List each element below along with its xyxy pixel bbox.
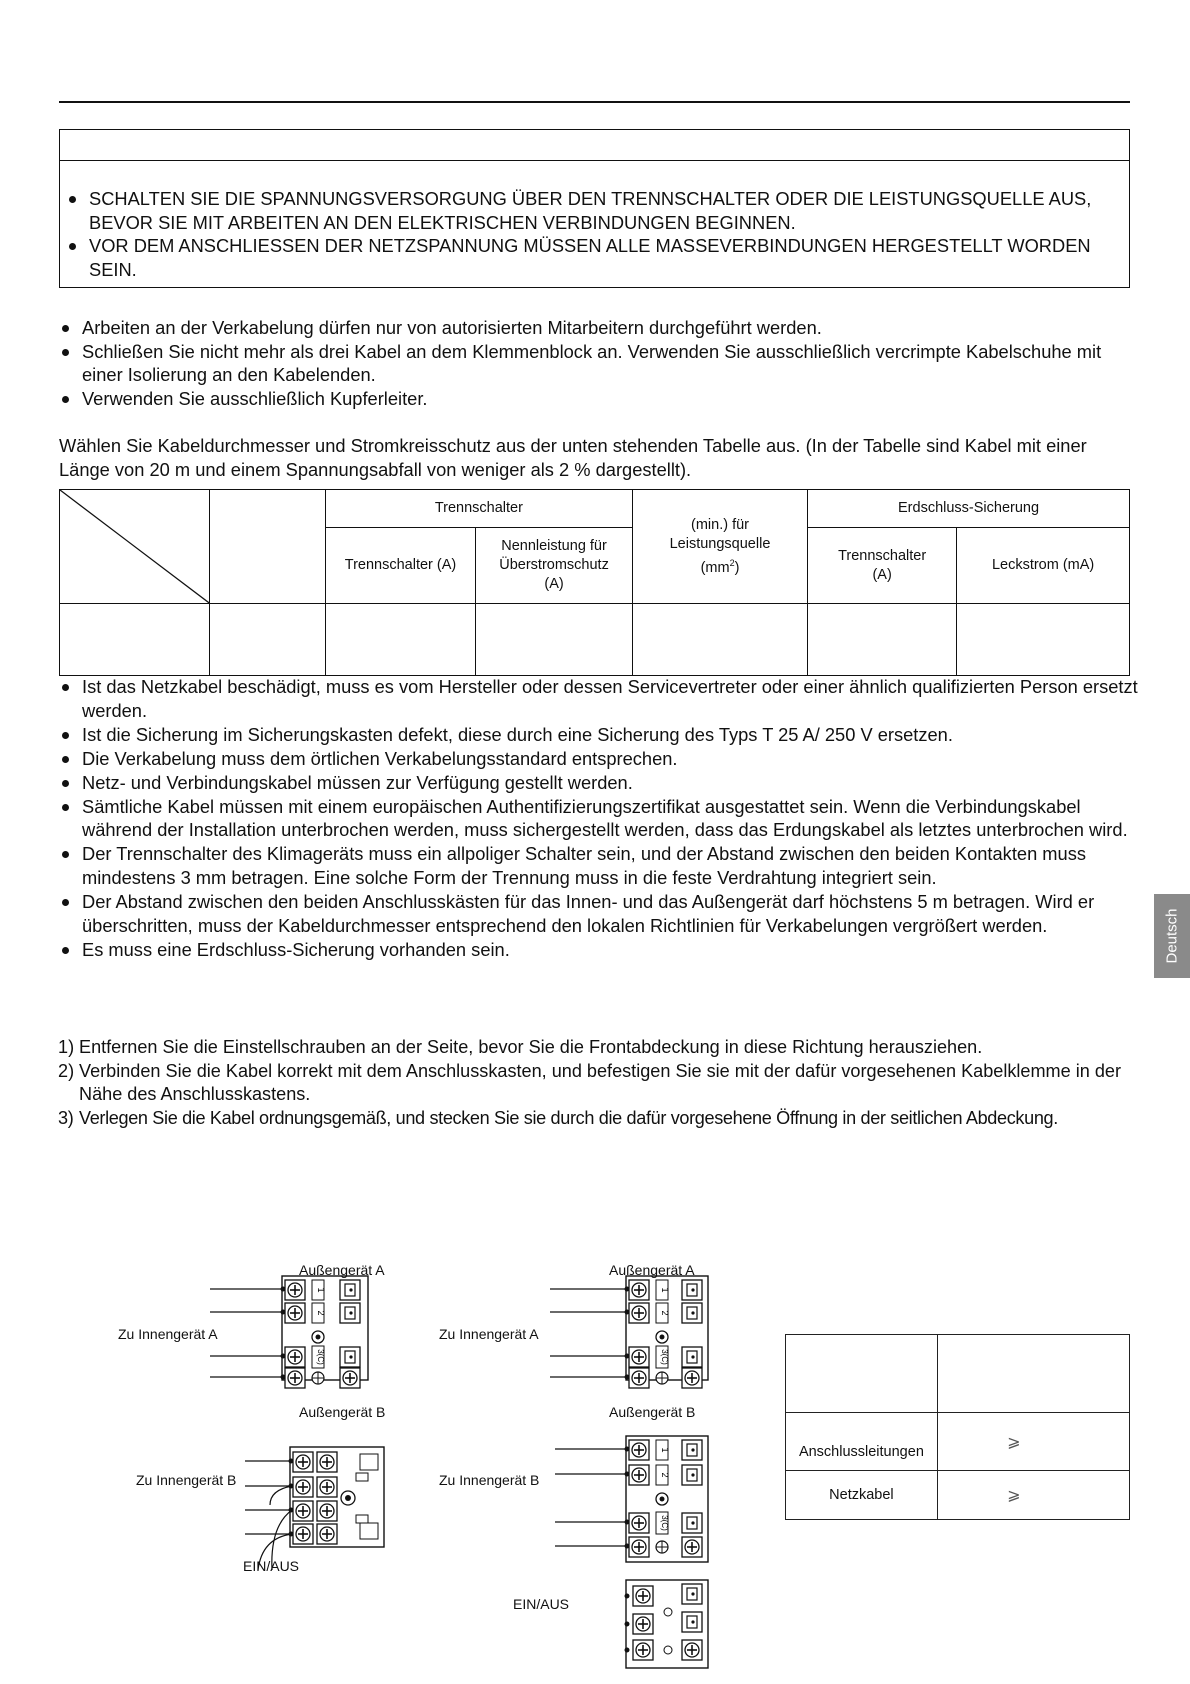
table-cell	[937, 1335, 1129, 1413]
list-item: Der Trennschalter des Klimageräts muss ein allpoliger Schalter sein, und der Abstand zwischen den beiden Kontakten muss mindestens 3 mm betragen. Eine solche Form der Trennung muss in die feste Verdrahtung integriert sein.	[59, 842, 1139, 890]
list-item: Es muss eine Erdschluss-Sicherung vorhanden sein.	[59, 938, 1139, 962]
warning-box	[59, 129, 1130, 288]
header-trennschalter: Trennschalter	[325, 490, 632, 528]
header-rule	[59, 101, 1130, 103]
warning-item: SCHALTEN SIE DIE SPANNUNGSVERSORGUNG ÜBER DEN TRENNSCHALTER ODER DIE LEISTUNGSQUELLE AUS, BEVOR SIE MIT ARBEITEN AN DEN ELEKTRISCHEN VERBINDUNGEN BEGINNEN.	[66, 187, 1126, 234]
table-cell	[786, 1335, 938, 1413]
list-item: Die Verkabelung muss dem örtlichen Verkabelungsstandard entsprechen.	[59, 747, 1139, 771]
header-leistungsquelle-text: Leistungsquelle	[669, 535, 771, 552]
header-mm: $(mm^2)$	[700, 557, 740, 576]
label-indoor-b: Zu Innengerät B	[136, 1472, 237, 1488]
table-cell	[632, 604, 807, 676]
label-on-off: EIN/AUS	[243, 1558, 300, 1574]
table-row	[60, 604, 1130, 676]
warning-item: VOR DEM ANSCHLIESSEN DER NETZSPANNUNG MÜSSEN ALLE MASSEVERBINDUNGEN HERGESTELLT WORDEN SEIN.	[66, 234, 1126, 281]
header-min: (min.) für	[691, 516, 749, 533]
header-cell-empty	[210, 490, 326, 604]
terminal-label-3: 3(C)	[660, 1349, 669, 1365]
list-item: Arbeiten an der Verkabelung dürfen nur von autorisierten Mitarbeitern durchgeführt werden.	[59, 316, 1129, 340]
terminal-block-outdoor-b-right	[555, 1436, 708, 1562]
terminal-label-3: 3(C)	[316, 1349, 325, 1365]
label-outdoor-a: Außengerät A	[609, 1262, 695, 1278]
cable-value-power: ⩾	[937, 1471, 1129, 1520]
header-leistungsquelle	[632, 490, 807, 604]
terminal-block-on-off	[625, 1580, 709, 1668]
table-cell	[476, 604, 633, 676]
table-cell	[60, 604, 210, 676]
list-item: Der Abstand zwischen den beiden Anschlusskästen für das Innen- und das Außengerät darf höchstens 5 m betragen. Wird er überschritten, muss der Kabeldurchmesser entsprechend den lokalen Richtlinien für Verkabelungen vergrößert werden.	[59, 890, 1139, 938]
list-item: Ist die Sicherung im Sicherungskasten defekt, diese durch eine Sicherung des Typs T 25 A/ 250 V ersetzen.	[59, 723, 1139, 747]
cable-value-connection: ⩾	[937, 1413, 1129, 1471]
header-erdschluss: Erdschluss-Sicherung	[808, 490, 1130, 528]
protection-table	[59, 489, 1130, 676]
diagonal-line	[60, 490, 209, 603]
list-item: Verwenden Sie ausschließlich Kupferleiter.	[59, 387, 1129, 411]
label-indoor-a: Zu Innengerät A	[439, 1326, 539, 1342]
header-trennschalter-a: Trennschalter (A)	[325, 528, 475, 604]
table-intro: Wählen Sie Kabeldurchmesser und Stromkreisschutz aus der unten stehenden Tabelle aus. (In der Tabelle sind Kabel mit einer Länge von 20 m und einem Spannungsabfall von weniger als 2 % dargestellt).	[59, 435, 1087, 480]
warning-list	[66, 187, 1126, 281]
language-tab[interactable]: Deutsch	[1154, 894, 1190, 978]
cable-label-power: Netzkabel	[786, 1471, 938, 1520]
list-item: Sämtliche Kabel müssen mit einem europäischen Authentifizierungszertifikat ausgestattet sein. Wenn die Verbindungskabel während der Installation unterbrochen werden, muss sichergestellt werden, dass das Erdungskabel als letztes unterbrochen wird.	[59, 795, 1139, 843]
diagonal-header-cell	[60, 490, 210, 604]
step-item: 1) Entfernen Sie die Einstellschrauben an der Seite, bevor Sie die Frontabdeckung in diese Richtung herausziehen.	[58, 1037, 983, 1057]
terminal-label-3: 3(C)	[660, 1515, 669, 1531]
terminal-label-2: 2	[660, 1472, 670, 1478]
label-outdoor-b: Außengerät B	[299, 1404, 386, 1420]
label-outdoor-b: Außengerät B	[609, 1404, 696, 1420]
header-erd-trennschalter: Trennschalter (A)	[808, 528, 957, 604]
table-cell	[210, 604, 326, 676]
terminal-block-outdoor-a-left	[210, 1276, 368, 1388]
terminal-block-outdoor-b-left	[245, 1447, 384, 1570]
table-cell	[957, 604, 1130, 676]
table-row	[786, 1413, 1130, 1471]
header-leckstrom: Leckstrom (mA)	[957, 528, 1130, 604]
terminal-label-1: 1	[316, 1287, 326, 1293]
cable-size-table	[785, 1334, 1130, 1520]
warning-box-header	[60, 130, 1129, 161]
cable-label-connection: Anschlussleitungen	[786, 1413, 938, 1471]
terminal-label-1: 1	[660, 1287, 670, 1293]
installation-steps	[58, 1036, 1138, 1130]
terminal-block-outdoor-a-right	[550, 1276, 708, 1388]
wiring-notes-list	[59, 316, 1129, 410]
label-outdoor-a: Außengerät A	[299, 1262, 385, 1278]
list-item: Netz- und Verbindungskabel müssen zur Verfügung gestellt werden.	[59, 771, 1139, 795]
header-nennleistung: Nennleistung für Überstromschutz (A)	[476, 528, 633, 604]
terminal-label-2: 2	[660, 1310, 670, 1316]
table-row	[786, 1335, 1130, 1413]
step-item: 3) Verlegen Sie die Kabel ordnungsgemäß, und stecken Sie sie durch die dafür vorgesehene Öffnung in der seitlichen Abdeckung.	[58, 1107, 1058, 1128]
table-row	[786, 1471, 1130, 1520]
step-item: 2) Verbinden Sie die Kabel korrekt mit dem Anschlusskasten, und befestigen Sie sie mit der dafür vorgesehenen Kabelklemme in der Nähe des Anschlusskastens.	[58, 1060, 1121, 1105]
table-cell	[325, 604, 475, 676]
label-on-off: EIN/AUS	[513, 1596, 570, 1612]
list-item: Ist das Netzkabel beschädigt, muss es vom Hersteller oder dessen Servicevertreter oder einer ähnlich qualifizierten Person ersetzt werden.	[59, 675, 1139, 723]
terminal-label-2: 2	[316, 1310, 326, 1316]
table-cell	[808, 604, 957, 676]
label-indoor-b: Zu Innengerät B	[439, 1472, 540, 1488]
terminal-label-1: 1	[660, 1447, 670, 1453]
label-indoor-a: Zu Innengerät A	[118, 1326, 218, 1342]
cable-notes-list	[59, 675, 1139, 962]
list-item: Schließen Sie nicht mehr als drei Kabel an dem Klemmenblock an. Verwenden Sie ausschließlich vercrimpte Kabelschuhe mit einer Isolierung an den Kabelenden.	[59, 340, 1129, 387]
